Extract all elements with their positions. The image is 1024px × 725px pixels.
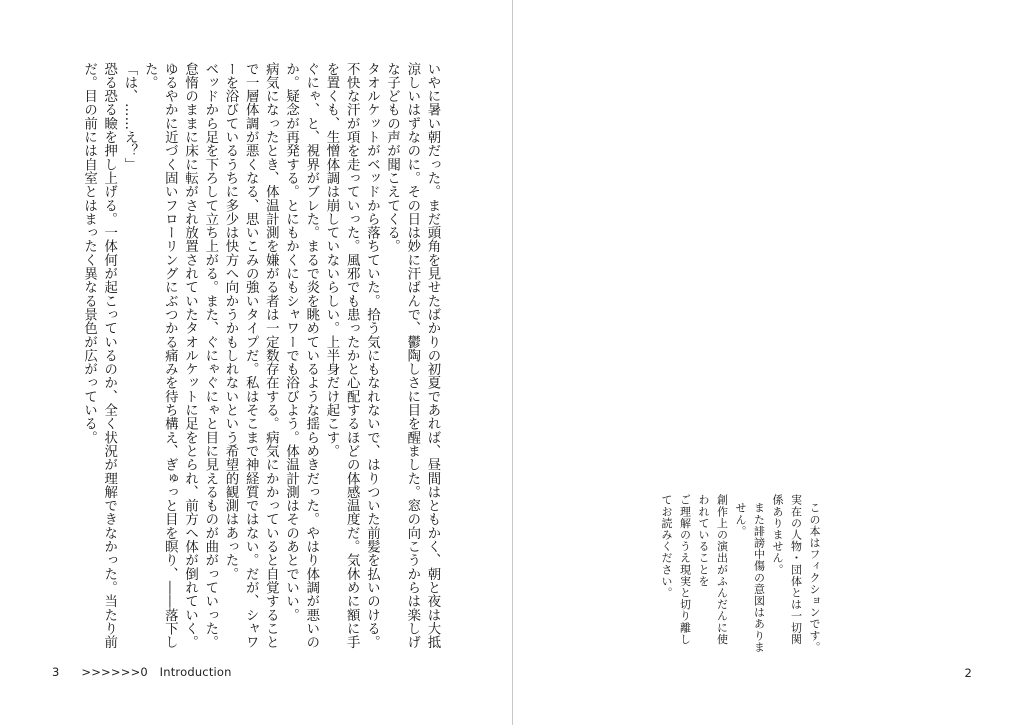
novel-body-text [82,62,442,652]
disclaimer-line-3: また誹謗中傷の意図はありません。 [734,502,766,653]
paragraph-2: タオルケットがベッドから落ちていた。拾う気にもなれないで、はりついた前髪を払いのける。不快な汗が項を走っていった。風邪でも患ったかと心配するほどの体感温度だ。気休めに額に手を置くも、生憎体調は崩していないらしい。上半身だけ起こす。 [323,62,380,649]
paragraph-3: ぐにゃ、と、視界がブレた。まるで炎を眺めているような揺らめきだった。やはり体調が悪いのか。疑念が再発する。とにもかくにもシャワーでも浴びよう。体温計測はそのあとでいい。 [283,62,319,649]
fiction-disclaimer [660,494,823,654]
left-page-number: 3 [52,665,60,679]
paragraph-7: 恐る恐る瞼を押し上げる。一体何が起こっているのか、全く状況が理解できなかった。当たり前だ。目の前には自室とはまったく異なる景色が広がっている。 [82,62,117,649]
paragraph-1: いやに暑い朝だった。まだ頭角を見せたばかりの初夏であれば、昼間はともかく、朝と夜は大抵涼しいはずなのに。その日は妙に汗ばんで、鬱陶しさに目を醒ました。窓の向こうからは楽しげな子どもの声が聞こえてくる。 [384,62,440,649]
disclaimer-line-4: 創作上の演出がふんだんに使われていることを [697,494,729,645]
left-page-footer [52,664,232,680]
paragraph-6: 「は、……え？」 [121,62,137,172]
right-page [513,0,1024,725]
paragraph-5: ベッドから足を下ろして立ち上がる。また、ぐにゃぐにゃと目に見えるものが曲がっていった。怠惰のままに床に転がされ放置されていたタオルケットに足をとられ、前方へ体が倒れていく。ゆるやかに近づく固いフローリングにぶつかる痛みを待ち構え、ぎゅっと目を瞑り、――落下した。 [142,62,218,649]
running-title: >>>>>>0 Introduction [81,665,232,679]
right-page-footer [964,666,972,680]
right-page-number: 2 [964,666,972,680]
disclaimer-line-1: この本はフィクションです。 [808,502,821,653]
disclaimer-line-2: 実在の人物・団体とは一切関係ありません。 [771,494,803,645]
disclaimer-line-5: ご理解のうえ現実と切り離してお読みください。 [660,494,692,645]
paragraph-4: 病気になったとき、体温計測を嫌がる者は一定数存在する。病気にかかっていると自覚することで一層体調が悪くなる、思いこみの強いタイプだ。私はそこまで神経質ではない。だが、シャワーを浴びているうちに多少は快方へ向かうかもしれないという希望的観測はあった。 [222,62,279,649]
